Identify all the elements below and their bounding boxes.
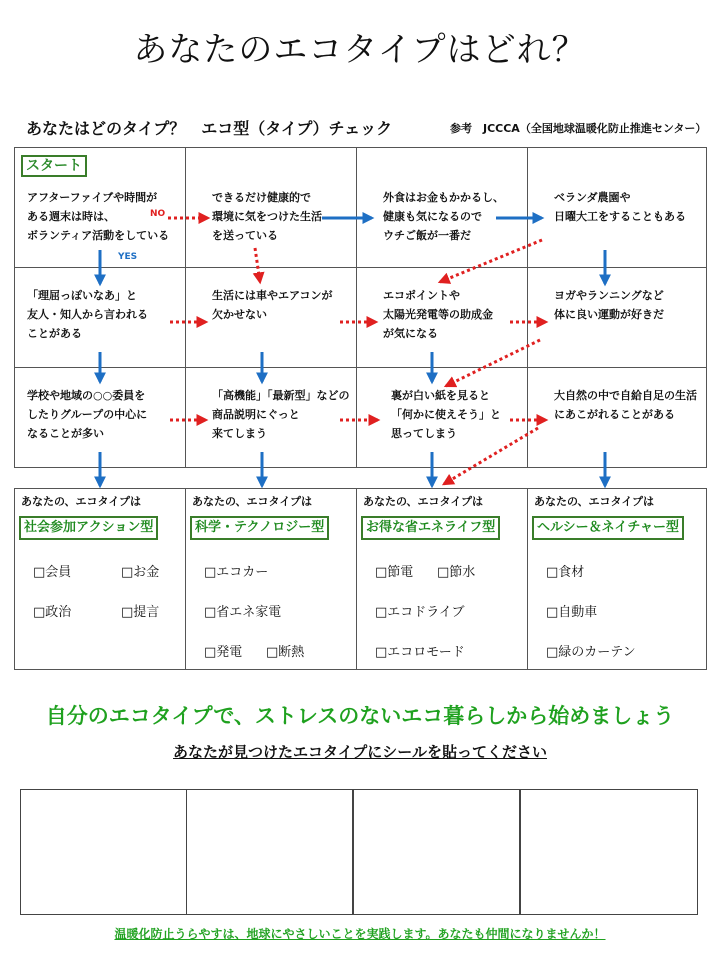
question-line: 外食はお金もかかるし、 [383, 191, 504, 204]
type-name: 社会参加アクション型 [19, 516, 158, 540]
type-name: お得な省エネライフ型 [361, 516, 500, 540]
question-line: が気になる [383, 327, 438, 340]
sticker-box-4[interactable] [520, 789, 698, 915]
question-line: 大自然の中で自給自足の生活 [554, 389, 697, 402]
question-line: 商品説明にぐっと [212, 408, 300, 421]
question-cell-r2c3 [356, 267, 528, 368]
checkbox-item[interactable]: □エコカー [204, 565, 269, 580]
question-line: 「理屈っぽいなあ」と [27, 289, 137, 302]
yes-label: YES [118, 252, 138, 262]
question-line: ベランダ農園や [554, 191, 631, 204]
question-line: 健康も気になるので [383, 210, 482, 223]
question-line: 学校や地域の○○委員を [27, 389, 146, 402]
type-name: 科学・テクノロジー型 [190, 516, 329, 540]
checkbox-item[interactable]: □食材 [546, 565, 585, 580]
question-cell-r2c2 [185, 267, 357, 368]
checkbox-item[interactable]: □エコドライブ [375, 605, 465, 620]
slogan: 自分のエコタイプで、ストレスのないエコ暮らしから始めましょう [45, 704, 675, 728]
result-box-science-technology [185, 488, 357, 670]
question-line: ことがある [27, 327, 82, 340]
question-line: 体に良い運動が好きだ [554, 308, 664, 321]
footer-message: 温暖化防止うらやすは、地球にやさしいことを実践します。あなたも仲間になりませんか！ [114, 927, 606, 941]
question-cell-r3c1 [14, 367, 186, 468]
sticker-box-3[interactable] [353, 789, 520, 915]
question-cell-r3c2 [185, 367, 357, 468]
checkbox-item[interactable]: □発電 [204, 645, 243, 660]
result-header: あなたの、エコタイプは [21, 495, 142, 508]
result-box-healthy-nature [527, 488, 707, 670]
question-line: ヨガやランニングなど [554, 289, 664, 302]
result-header: あなたの、エコタイプは [534, 495, 655, 508]
checkbox-item[interactable]: □提言 [121, 605, 160, 620]
question-line: 太陽光発電等の助成金 [383, 308, 493, 321]
question-line: 来てしまう [212, 427, 267, 440]
question-line: にあこがれることがある [554, 408, 675, 421]
question-line: できるだけ健康的で [212, 191, 311, 204]
result-box-energy-saving-life [356, 488, 528, 670]
question-line: を送っている [212, 229, 278, 242]
checkbox-item[interactable]: □緑のカーテン [546, 645, 636, 660]
checkbox-item[interactable]: □節水 [437, 565, 476, 580]
question-line: 欠かせない [212, 308, 267, 321]
checkbox-item[interactable]: □政治 [33, 605, 72, 620]
question-cell-r3c4 [527, 367, 707, 468]
question-line: ある週末は時は、 [27, 210, 115, 223]
no-label: NO [150, 209, 166, 219]
question-cell-r1c1 [14, 147, 186, 268]
question-line: ボランティア活動をしている [27, 229, 170, 242]
question-line: 友人・知人から言われる [27, 308, 148, 321]
question-line: 生活には車やエアコンが [212, 289, 333, 302]
checkbox-item[interactable]: □自動車 [546, 605, 598, 620]
question-cell-r2c1 [14, 267, 186, 368]
question-line: 「高機能」「最新型」などの [212, 389, 350, 402]
sticker-instruction [0, 741, 720, 762]
question-line: アフターファイブや時間が [27, 191, 158, 204]
question-line: 裏が白い紙を見ると [391, 389, 490, 402]
checkbox-item[interactable]: □省エネ家電 [204, 605, 282, 620]
question-cell-r2c4 [527, 267, 707, 368]
question-line: したりグループの中心に [27, 408, 148, 421]
question-line: なることが多い [27, 427, 104, 440]
question-cell-r1c3 [356, 147, 528, 268]
result-header: あなたの、エコタイプは [192, 495, 313, 508]
question-line: 「何かに使えそう」と [391, 408, 501, 421]
question-line: 日曜大工をすることもある [554, 210, 686, 223]
question-cell-r1c2 [185, 147, 357, 268]
sticker-instruction-text: あなたが見つけたエコタイプにシールを貼ってください [173, 743, 547, 761]
page-title: あなたのエコタイプはどれ？ [133, 30, 587, 70]
question-line: 思ってしまう [391, 427, 457, 440]
sticker-box-2[interactable] [186, 789, 353, 915]
checkbox-item[interactable]: □節電 [375, 565, 414, 580]
checkbox-item[interactable]: □断熱 [266, 645, 305, 660]
question-line: 環境に気をつけた生活 [212, 210, 322, 223]
chart-subtitle: あなたはどのタイプ？ エコ型（タイプ）チェック [26, 119, 393, 138]
question-cell-r3c3 [356, 367, 528, 468]
start-badge: スタート [21, 155, 87, 177]
checkbox-item[interactable]: □エコロモード [375, 645, 465, 660]
question-line: エコポイントや [383, 289, 460, 302]
sticker-box-1[interactable] [20, 789, 187, 915]
question-cell-r1c4 [527, 147, 707, 268]
type-name: ヘルシー＆ネイチャー型 [532, 516, 684, 540]
result-header: あなたの、エコタイプは [363, 495, 484, 508]
checkbox-item[interactable]: □会員 [33, 565, 72, 580]
reference-note: 参考 JCCCA（全国地球温暖化防止推進センター） [450, 122, 707, 135]
result-box-social-action [14, 488, 186, 670]
question-line: ウチご飯が一番だ [383, 229, 471, 242]
checkbox-item[interactable]: □お金 [121, 565, 160, 580]
